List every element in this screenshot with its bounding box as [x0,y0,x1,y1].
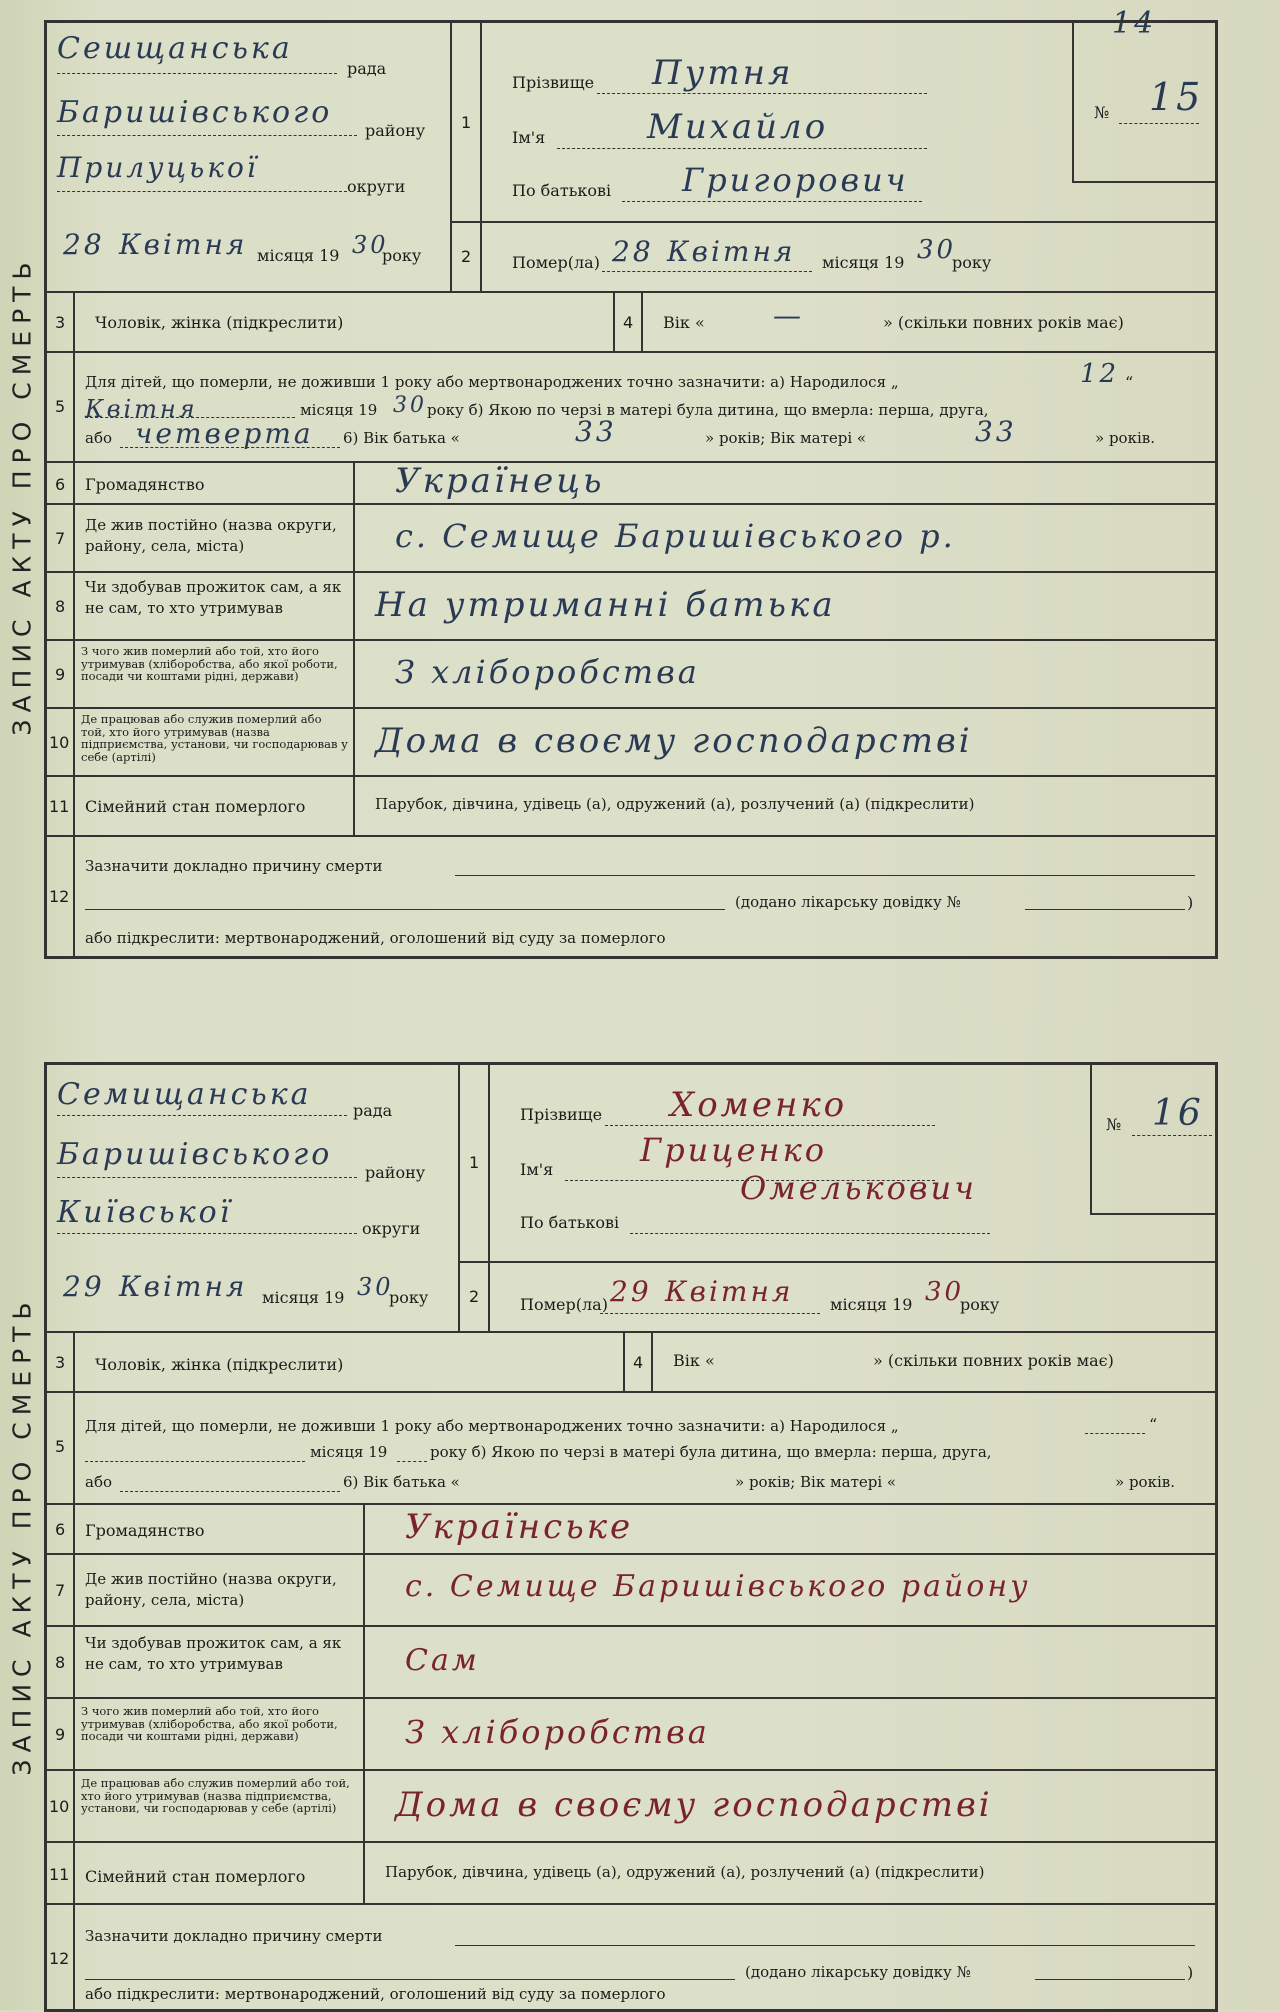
form-label: Зазначити докладно причину смерти [85,1927,383,1945]
cause-of-death [74,836,1216,957]
label-residence [74,504,354,572]
form-cell [364,1504,1216,1554]
form-cell [46,504,74,572]
form-label: 6) Вік батька « [343,1473,460,1491]
label-name: Ім'я [512,128,546,147]
fill-line [120,1491,340,1492]
form-label: » років; Вік матері « [705,429,867,447]
form-label: або [85,1473,113,1491]
fill-line [85,909,725,910]
registry-office-block [46,22,451,292]
form-label: року [960,1295,1000,1314]
form-cell [364,1842,1216,1904]
form-label: місяця 19 [262,1288,345,1307]
hw-name: Михайло [647,107,829,147]
form-label: року [952,253,992,272]
form-label: ) [1187,1963,1194,1982]
form-label: (додано лікарську довідку № [735,893,961,911]
fill-line [1132,1135,1212,1136]
fill-line [597,93,927,94]
row-number: 3 [55,1353,66,1372]
record-number-box [1090,1065,1217,1215]
form-cell [74,1504,364,1554]
row-number: 5 [55,1437,66,1456]
fill-line [57,73,337,74]
form-label: Для дітей, що померли, не доживши 1 року або мертвонароджених точно зазначити: а) Народилося „ [85,1417,899,1435]
row-number: 8 [55,597,66,616]
row-number: 1 [461,113,472,132]
form-label: Громадянство [85,1521,205,1540]
form-label: округи [362,1219,421,1238]
form-label: » (скільки повних років має) [883,313,1124,332]
row-number: 10 [49,733,70,752]
form-label: або підкреслити: мертвонароджений, оголошений від суду за померлого [85,1985,666,2003]
form-label: » (скільки повних років має) [873,1351,1114,1370]
form-label: (додано лікарську довідку № [745,1963,971,1981]
label-surname: Прізвище [512,73,595,92]
hw-year: 30 [352,231,389,259]
form-cell [46,1504,74,1554]
form-cell [364,1770,1216,1842]
fill-line [85,1979,735,1980]
row-number: 2 [469,1287,480,1306]
form-label: Де працював або служив померлий або той, хто його утримував (назва підприємства, установи, чи господарював у себе (артілі) [81,1776,350,1815]
handwritten-entry: 30 [917,235,957,265]
handwritten-entry: На утриманні батька [375,585,836,625]
form-label: року б) Якою по черзі в матері була дитина, що вмерла: перша, друга, [430,1443,992,1461]
fill-line [1025,909,1185,910]
row-number: 12 [49,887,70,906]
row-number: 2 [461,247,472,266]
handwritten-entry: 33 [575,415,617,448]
form-cell [74,1842,364,1904]
handwritten-entry: 30 [357,1273,394,1301]
hw-surname: Путня [652,53,794,93]
fill-line [397,1461,427,1462]
handwritten-entry: Гриценко [640,1131,827,1169]
form-label: Чоловік, жінка (підкреслити) [95,1355,344,1374]
answer-residence [354,504,1216,572]
label-rada: рада [347,59,387,78]
form-label: Вік « [663,313,705,332]
row-number: 7 [55,1581,66,1600]
hw-patronymic: Григорович [682,161,909,199]
form-cell [364,1554,1216,1626]
form-label: Парубок, дівчина, удівець (а), одружений (а), розлучений (а) (підкреслити) [385,1863,985,1881]
form-cell [74,1554,364,1626]
fill-line [455,875,1195,876]
side-label-2: ЗАПИС АКТУ ПРО СМЕРТЬ [7,1294,37,1776]
fill-line [57,191,347,192]
handwritten-entry: Українське [405,1507,634,1547]
form-cell [46,1332,74,1392]
handwritten-entry: Баришівського [57,1137,333,1172]
page-number: 14 [1112,6,1157,41]
form-label: Де працював або служив померлий або той, хто його утримував (назва підприємства, установи, чи господарював у себе (артілі) [81,712,348,764]
children-section [74,1392,1216,1504]
row-number: 11 [49,797,70,816]
form-cell [74,1626,364,1698]
row-number: 9 [55,665,66,684]
handwritten-entry: с. Семище Баришівського району [405,1569,1031,1604]
form-label: № [1094,103,1110,122]
row-number: 6 [55,475,66,494]
answer-citizenship [354,462,1216,504]
form-cell [46,1842,74,1904]
form-label: Де жив постійно (назва округи, району, села, міста) [85,1570,337,1609]
side-label-1: ЗАПИС АКТУ ПРО СМЕРТЬ [7,254,37,736]
registry-office-block [46,1064,459,1332]
form-label: Громадянство [85,475,205,494]
row-number: 8 [55,1653,66,1672]
form-label: Вік « [673,1351,715,1370]
form-cell [459,1262,489,1332]
form-cell [451,222,481,292]
form-cell [451,22,481,222]
form-cell [46,640,74,708]
fill-line [602,271,812,272]
form-label: ) [1187,893,1194,912]
form-cell [364,1626,1216,1698]
label-livelihood [74,572,354,640]
form-cell [46,776,74,836]
form-cell [364,1698,1216,1770]
fill-line [85,1461,305,1462]
form-label: Сімейний стан померлого [85,1867,306,1886]
fill-line [630,1233,990,1234]
fill-line [1119,123,1199,124]
form-label: 6) Вік батька « [343,429,460,447]
handwritten-entry: Київської [57,1195,233,1230]
gender-field [74,1332,624,1392]
death-date-row [489,1262,1216,1332]
form-label: Ім'я [520,1160,554,1179]
form-label: Зазначити докладно причину смерти [85,857,383,875]
form-cell [46,572,74,640]
form-cell [624,1332,652,1392]
row-number: 1 [469,1153,480,1172]
form-cell [46,1904,74,2010]
form-label: “ [1149,1415,1158,1434]
label-rayonu: району [365,121,426,140]
label-roku: року [382,246,422,265]
form-label: » років. [1095,429,1155,447]
handwritten-entry: 33 [975,415,1017,448]
label-workplace [74,708,354,776]
form-cell [74,1698,364,1770]
age-field [652,1332,1216,1392]
row-number: 4 [633,1353,644,1372]
handwritten-entry: четверта [135,417,314,450]
form-label: Чи здобував прожиток сам, а як не сам, то хто утримував [85,578,342,617]
form-label: » років; Вік матері « [735,1473,897,1491]
form-label: З чого жив померлий або той, хто його утримував (хліборобства, або якої роботи, посади чи коштами рідні, держави) [81,644,338,683]
form-cell [46,1392,74,1504]
handwritten-entry: Українець [395,461,605,501]
fill-line [57,1233,357,1234]
handwritten-entry: Квітня [119,1270,248,1303]
form-label: Помер(ла) [512,253,600,272]
fill-line [1085,1433,1145,1434]
form-label: року [389,1288,429,1307]
label-citizenship [74,462,354,504]
form-label: № [1106,1115,1122,1134]
gender-field [74,292,614,352]
hw-date-day: 28 [63,228,105,261]
form-cell [46,1554,74,1626]
handwritten-entry: Квітня [667,235,796,268]
form-cell [46,462,74,504]
record-number: 15 [1149,75,1204,119]
handwritten-entry: 30 [393,393,427,418]
handwritten-entry: Омелькович [740,1169,978,1207]
form-label: або підкреслити: мертвонароджений, оголошений від суду за померлого [85,929,666,947]
form-label: місяця 19 [822,253,905,272]
form-cell [46,836,74,957]
form-label: Парубок, дівчина, удівець (а), одружений (а), розлучений (а) (підкреслити) [375,795,975,813]
hw-rayon: Баришівського [57,95,333,130]
answer-workplace [354,708,1216,776]
age-field [642,292,1216,352]
fill-line [600,1313,820,1314]
form-label: “ [1125,373,1134,392]
row-number: 11 [49,1865,70,1884]
death-record-15 [44,20,1218,959]
handwritten-entry: 12 [1080,359,1120,389]
form-label: або [85,429,113,447]
form-cell [74,1770,364,1842]
form-label: Де жив постійно (назва округи, району, села, міста) [85,516,337,555]
form-label: Для дітей, що померли, не доживши 1 року або мертвонароджених точно зазначити: а) Народилося „ [85,373,899,391]
handwritten-entry: Дома в своєму господарстві [375,721,973,761]
fill-line [455,1945,1195,1946]
row-number: 5 [55,397,66,416]
answer-marital [354,776,1216,836]
label-marital [74,776,354,836]
fill-line [57,1115,347,1116]
handwritten-entry: Семищанська [57,1077,312,1112]
label-misyatsya: місяця 19 [257,246,340,265]
form-cell [46,1770,74,1842]
form-cell [614,292,642,352]
row-number: 6 [55,1520,66,1539]
label-income-source [74,640,354,708]
record-number-box [1072,23,1217,183]
answer-livelihood [354,572,1216,640]
form-label: Чоловік, жінка (підкреслити) [95,313,344,332]
form-label: З чого жив померлий або той, хто його утримував (хліборобства, або якої роботи, посади чи коштами рідні, держави) [81,1704,338,1743]
row-number: 3 [55,313,66,332]
row-number: 10 [49,1797,70,1816]
handwritten-entry: З хліборобства [405,1713,710,1751]
handwritten-entry: Дома в своєму господарстві [395,1785,993,1825]
handwritten-entry: с. Семище Баришівського р. [395,517,956,555]
handwritten-entry: 29 [63,1270,105,1303]
handwritten-entry: 28 [612,235,654,268]
form-cell [46,1626,74,1698]
form-label: місяця 19 [310,1443,388,1461]
hw-date-month: Квітня [119,228,248,261]
answer-income-source [354,640,1216,708]
form-cell [46,1698,74,1770]
form-label: Прізвище [520,1105,603,1124]
hw-rada: Сешщанська [57,31,293,66]
hw-okruga: Прилуцької [57,151,259,184]
death-record-16 [44,1062,1218,2012]
fill-line [57,1177,357,1178]
row-number: 9 [55,1725,66,1744]
form-label: рада [353,1101,393,1120]
fill-line [605,1125,935,1126]
form-label: Чи здобував прожиток сам, а як не сам, то хто утримував [85,1634,342,1673]
form-cell [46,352,74,462]
death-date-row [481,222,1216,292]
label-patronymic: По батькові [512,181,612,200]
fill-line [622,201,922,202]
children-section [74,352,1216,462]
form-label: місяця 19 [300,401,378,419]
cause-of-death [74,1904,1216,2010]
fill-line [557,148,927,149]
form-label: Сімейний стан померлого [85,797,306,816]
fill-line [120,447,340,448]
name-block [481,22,1216,222]
row-number: 12 [49,1949,70,1968]
form-label: року б) Якою по черзі в матері була дитина, що вмерла: перша, друга, [427,401,989,419]
form-cell [46,708,74,776]
handwritten-entry: Квітня [665,1275,794,1308]
name-block [489,1064,1216,1262]
handwritten-entry: З хліборобства [395,653,700,691]
form-label: району [365,1163,426,1182]
handwritten-entry: — [773,299,804,332]
handwritten-entry: 30 [925,1277,965,1307]
form-label: По батькові [520,1213,620,1232]
row-number: 4 [623,313,634,332]
form-label: Помер(ла) [520,1295,608,1314]
handwritten-entry: 29 [610,1275,652,1308]
row-number: 7 [55,529,66,548]
handwritten-entry: Сам [405,1643,480,1678]
form-cell [459,1064,489,1262]
fill-line [57,135,357,136]
form-cell [46,292,74,352]
handwritten-entry: Хоменко [670,1085,848,1125]
label-okrugy: округи [347,177,406,196]
record-number: 16 [1152,1093,1204,1134]
form-label: » років. [1115,1473,1175,1491]
handwritten-entry: Квітня [85,395,198,423]
fill-line [1035,1979,1185,1980]
form-label: місяця 19 [830,1295,913,1314]
